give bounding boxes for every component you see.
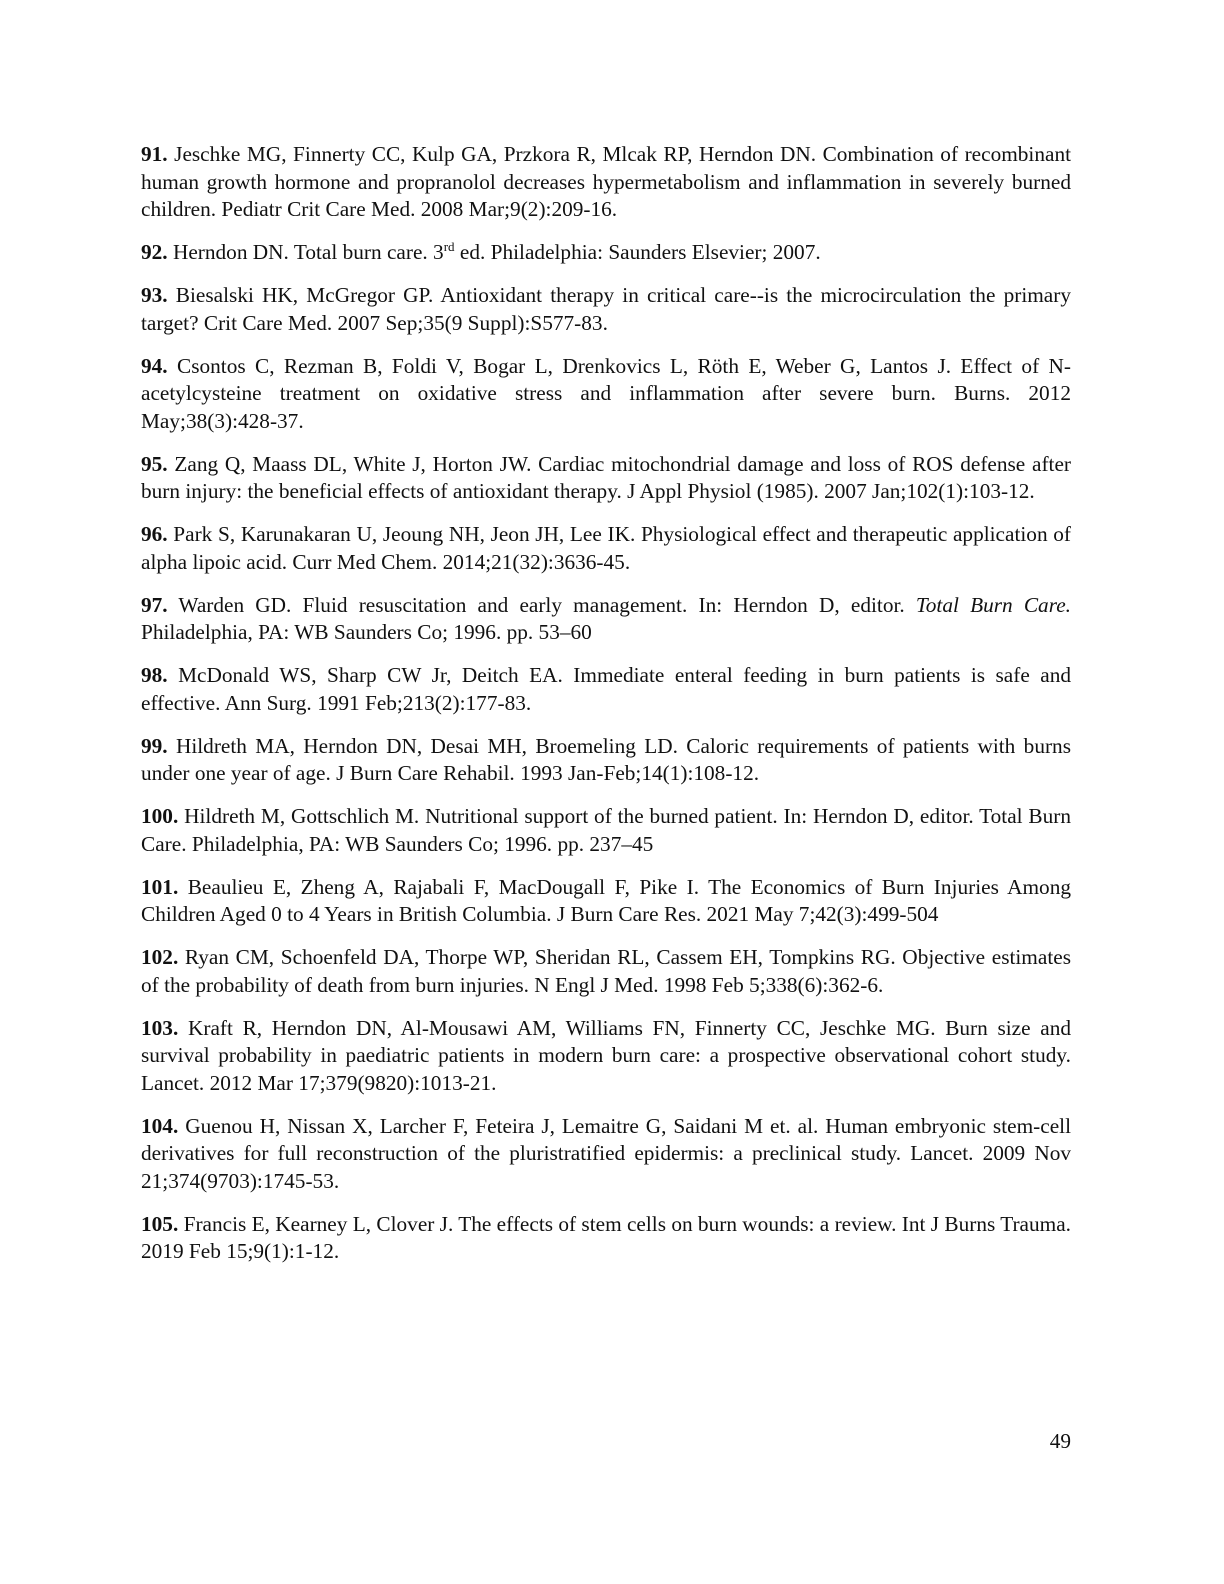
reference-text: Hildreth M, Gottschlich M. Nutritional support of the burned patient. In: Herndon D, editor. Total Burn Care. Philadelphia, PA: WB Saunders Co; 1996. pp. 237–45 xyxy=(141,804,1071,856)
reference-91 xyxy=(141,141,1071,224)
reference-text: Jeschke MG, Finnerty CC, Kulp GA, Przkora R, Mlcak RP, Herndon DN. Combination of recombinant human growth hormone and propranolol decreases hypermetabolism and inflammation in severely burned children. Pediatr Crit Care Med. 2008 Mar;9(2):209-16. xyxy=(141,142,1072,221)
reference-92 xyxy=(141,239,1071,267)
reference-list xyxy=(141,141,1071,1281)
reference-text: McDonald WS, Sharp CW Jr, Deitch EA. Immediate enteral feeding in burn patients is safe and effective. Ann Surg. 1991 Feb;213(2):177-83. xyxy=(141,663,1071,715)
reference-105 xyxy=(141,1211,1071,1266)
reference-text: Zang Q, Maass DL, White J, Horton JW. Cardiac mitochondrial damage and loss of ROS defense after burn injury: the beneficial effects of antioxidant therapy. J Appl Physiol (1985). 2007 Jan;102(1):103-12. xyxy=(141,451,1071,503)
reference-text: Guenou H, Nissan X, Larcher F, Feteira J, Lemaitre G, Saidani M et. al. Human embryonic stem-cell derivatives for full reconstruction of the pluristratified epidermis: a preclinical study. Lancet. 2009 Nov 21;374(9703):1745-53. xyxy=(141,1113,1071,1193)
reference-number: 97. xyxy=(141,592,168,617)
reference-number: 95. xyxy=(141,451,168,476)
reference-text-continued: Philadelphia, PA: WB Saunders Co; 1996. pp. 53–60 xyxy=(141,620,592,644)
book-title: Total Burn Care. xyxy=(915,592,1071,617)
reference-number: 100. xyxy=(141,804,179,828)
reference-text: Warden GD. Fluid resuscitation and early management. In: Herndon D, editor. xyxy=(178,592,916,617)
page-number: 49 xyxy=(1049,1429,1071,1453)
reference-number: 98. xyxy=(141,663,168,687)
reference-number: 104. xyxy=(141,1113,179,1138)
reference-101 xyxy=(141,874,1071,929)
reference-97 xyxy=(141,592,1071,647)
reference-number: 94. xyxy=(141,353,168,378)
reference-text: Kraft R, Herndon DN, Al-Mousawi AM, Williams FN, Finnerty CC, Jeschke MG. Burn size and survival probability in paediatric patients in modern burn care: a prospective observational cohort study. Lancet. 2012 Mar 17;379(9820):1013-21. xyxy=(141,1015,1072,1095)
reference-102 xyxy=(141,944,1071,999)
reference-text: Csontos C, Rezman B, Foldi V, Bogar L, Drenkovics L, Röth E, Weber G, Lantos J. Effect of N-acetylcysteine treatment on oxidative stress and inflammation after severe burn. Burns. 2012 May;38(3):428-37. xyxy=(141,353,1072,433)
reference-text-continued: ed. Philadelphia: Saunders Elsevier; 2007. xyxy=(454,240,821,264)
reference-number: 92. xyxy=(141,240,168,264)
reference-number: 105. xyxy=(141,1211,179,1236)
reference-number: 102. xyxy=(141,945,179,969)
ordinal-suffix: rd xyxy=(443,238,455,254)
reference-103 xyxy=(141,1015,1071,1098)
reference-99 xyxy=(141,733,1071,788)
reference-text: Herndon DN. Total burn care. 3 xyxy=(172,240,444,264)
reference-number: 91. xyxy=(141,142,168,166)
reference-95 xyxy=(141,451,1071,506)
reference-94 xyxy=(141,353,1071,436)
reference-96 xyxy=(141,521,1071,576)
reference-100 xyxy=(141,803,1071,858)
reference-text: Hildreth MA, Herndon DN, Desai MH, Broemeling LD. Caloric requirements of patients with burns under one year of age. J Burn Care Rehabil. 1993 Jan-Feb;14(1):108-12. xyxy=(141,733,1071,785)
reference-98 xyxy=(141,662,1071,717)
reference-93 xyxy=(141,282,1071,337)
reference-text: Ryan CM, Schoenfeld DA, Thorpe WP, Sheridan RL, Cassem EH, Tompkins RG. Objective estimates of the probability of death from burn injuries. N Engl J Med. 1998 Feb 5;338(6):362-6. xyxy=(141,945,1071,997)
reference-text: Beaulieu E, Zheng A, Rajabali F, MacDougall F, Pike I. The Economics of Burn Injuries Among Children Aged 0 to 4 Years in British Columbia. J Burn Care Res. 2021 May 7;42(3):499-504 xyxy=(141,874,1071,926)
reference-number: 96. xyxy=(141,522,168,546)
reference-text: Francis E, Kearney L, Clover J. The effects of stem cells on burn wounds: a review. Int J Burns Trauma. 2019 Feb 15;9(1):1-12. xyxy=(141,1211,1071,1263)
reference-text: Biesalski HK, McGregor GP. Antioxidant therapy in critical care--is the microcirculation the primary target? Crit Care Med. 2007 Sep;35(9 Suppl):S577-83. xyxy=(141,283,1071,335)
reference-number: 101. xyxy=(141,874,179,899)
reference-number: 99. xyxy=(141,733,168,758)
reference-text: Park S, Karunakaran U, Jeoung NH, Jeon JH, Lee IK. Physiological effect and therapeutic application of alpha lipoic acid. Curr Med Chem. 2014;21(32):3636-45. xyxy=(141,522,1071,574)
reference-number: 93. xyxy=(141,283,168,307)
reference-number: 103. xyxy=(141,1015,179,1040)
reference-104 xyxy=(141,1113,1071,1196)
